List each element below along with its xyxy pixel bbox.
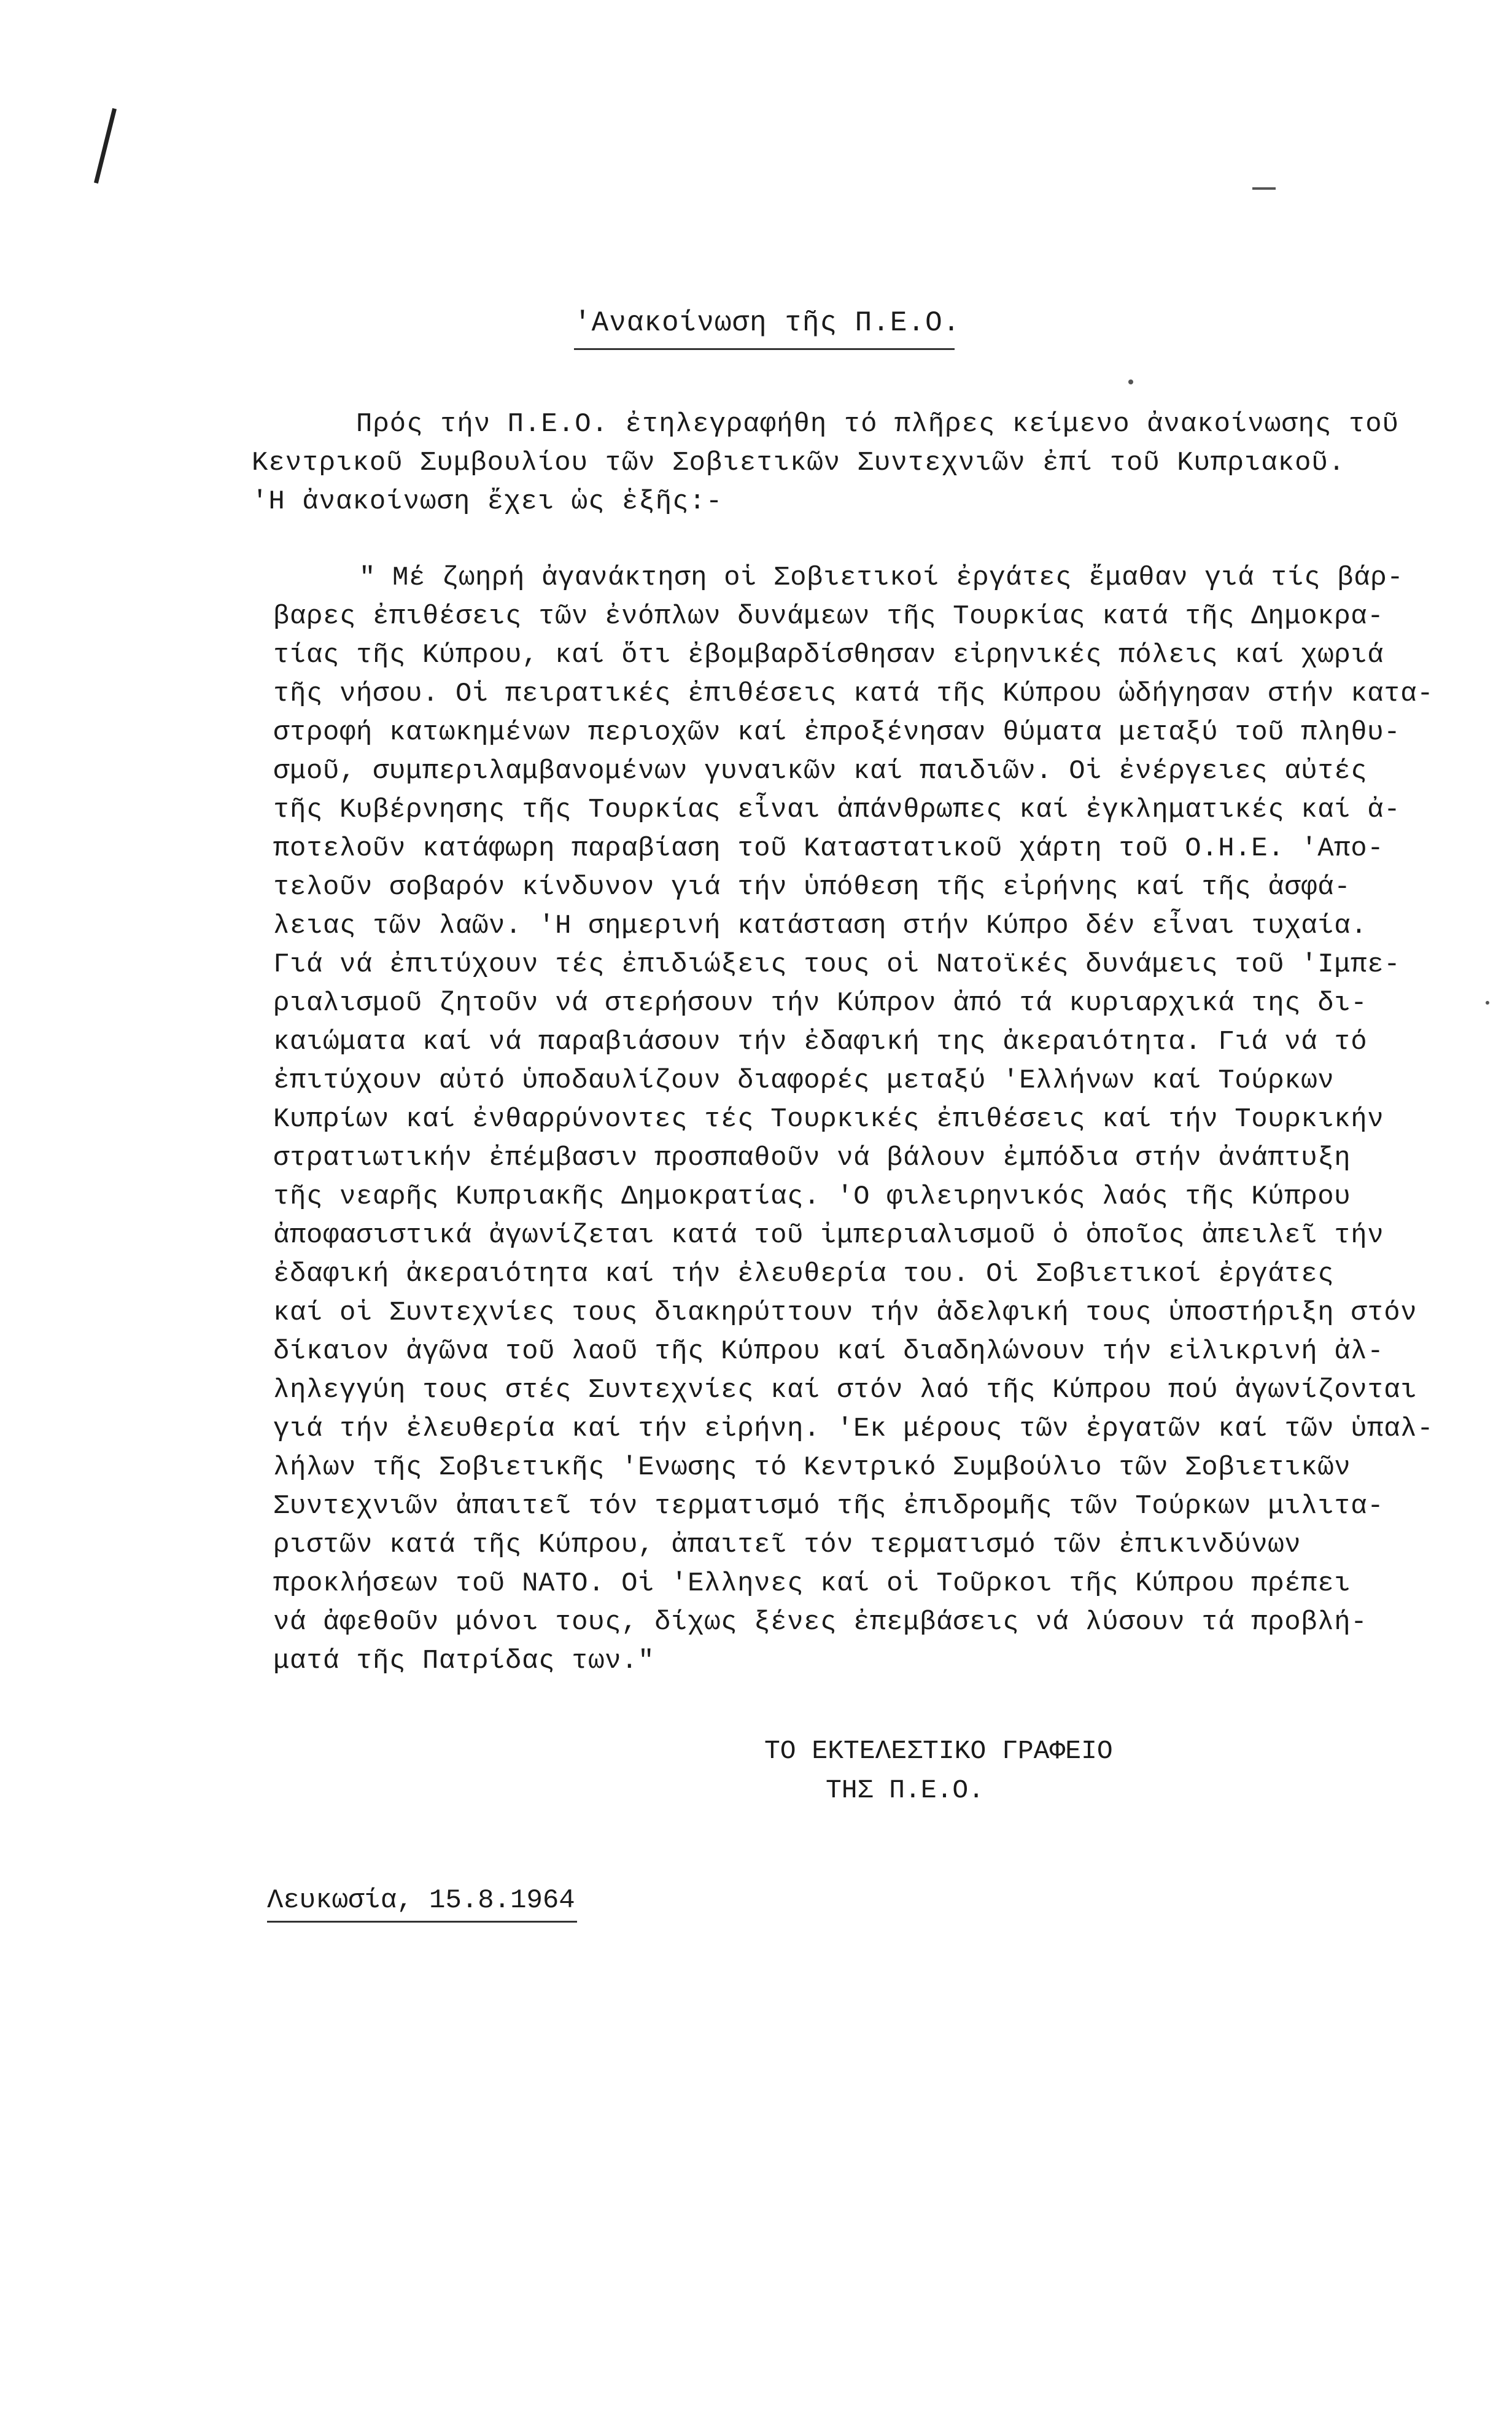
- intro-line: 'Η ἀνακοίνωση ἔχει ὡς ἑξῆς:-: [252, 486, 723, 517]
- statement-line: νά ἀφεθοῦν μόνοι τους, δίχως ξένες ἐπεμβάσεις νά λύσουν τά προβλή-: [273, 1607, 1368, 1638]
- statement-line: καί οἱ Συντεχνίες τους διακηρύττουν τήν ἀδελφική τους ὑποστήριξη στόν: [273, 1298, 1417, 1328]
- statement-line: προκλήσεων τοῦ ΝΑΤΟ. Οἱ 'Ελληνες καί οἱ Τοῦρκοι τῆς Κύπρου πρέπει: [273, 1568, 1351, 1599]
- statement-line: γιά τήν ἐλευθερία καί τήν εἰρήνη. 'Εκ μέρους τῶν ἐργατῶν καί τῶν ὑπαλ-: [273, 1414, 1434, 1444]
- statement-line: στρατιωτικήν ἐπέμβασιν προσπαθοῦν νά βάλουν ἐμπόδια στήν ἀνάπτυξη: [273, 1143, 1351, 1173]
- statement-line: Κυπρίων καί ἐνθαρρύνοντες τές Τουρκικές ἐπιθέσεις καί τήν Τουρκικήν: [273, 1104, 1384, 1135]
- statement-line: Συντεχνιῶν ἀπαιτεῖ τόν τερματισμό τῆς ἐπιδρομῆς τῶν Τούρκων μιλιτα-: [273, 1491, 1384, 1522]
- quoted-statement: [273, 559, 1434, 1681]
- statement-line: Γιά νά ἐπιτύχουν τές ἐπιδιώξεις τους οἱ Νατοϊκές δυνάμεις τοῦ 'Ιμπε-: [273, 949, 1401, 980]
- signature-line: ΤΟ ΕΚΤΕΛΕΣΤΙΚΟ ΓΡΑΦΕΙΟ: [764, 1736, 1113, 1766]
- intro-line: Πρός τήν Π.Ε.Ο. ἐτηλεγραφήθη τό πλῆρες κείμενο ἀνακοίνωσης τοῦ: [356, 409, 1400, 440]
- statement-line: ματά τῆς Πατρίδας των.": [273, 1646, 655, 1676]
- signature-block: [764, 1732, 1113, 1810]
- statement-line: τῆς νήσου. Οἱ πειρατικές ἐπιθέσεις κατά τῆς Κύπρου ὡδήγησαν στήν κατα-: [273, 679, 1434, 709]
- statement-line: καιώματα καί νά παραβιάσουν τήν ἐδαφική της ἀκεραιότητα. Γιά νά τό: [273, 1027, 1368, 1057]
- statement-line: τῆς Κυβέρνησης τῆς Τουρκίας εἶναι ἀπάνθρωπες καί ἐγκληματικές καί ἀ-: [273, 795, 1401, 825]
- statement-line: σμοῦ, συμπεριλαμβανομένων γυναικῶν καί παιδιῶν. Οἱ ἐνέργειες αὐτές: [273, 756, 1368, 787]
- statement-line: βαρες ἐπιθέσεις τῶν ἐνόπλων δυνάμεων τῆς Τουρκίας κατά τῆς Δημοκρα-: [273, 601, 1384, 632]
- statement-line: λειας τῶν λαῶν. 'Η σημερινή κατάσταση στήν Κύπρο δέν εἶναι τυχαία.: [273, 911, 1368, 941]
- date-line: Λευκωσία, 15.8.1964: [267, 1885, 575, 1916]
- page-speck: [1128, 379, 1133, 384]
- intro-paragraph: [252, 405, 1400, 521]
- date-underline: [267, 1921, 577, 1923]
- page-speck: [1486, 1001, 1489, 1005]
- statement-line: ἐδαφική ἀκεραιότητα καί τήν ἐλευθερία του. Οἱ Σοβιετικοί ἐργάτες: [273, 1259, 1335, 1290]
- page-margin-slash-mark: [94, 108, 117, 184]
- document-title: 'Ανακοίνωση τῆς Π.Ε.Ο.: [574, 307, 961, 339]
- statement-line: τῆς νεαρῆς Κυπριακῆς Δημοκρατίας. 'Ο φιλειρηνικός λαός τῆς Κύπρου: [273, 1181, 1351, 1212]
- statement-line: ποτελοῦν κατάφωρη παραβίαση τοῦ Καταστατικοῦ χάρτη τοῦ Ο.Η.Ε. 'Απο-: [273, 833, 1384, 864]
- statement-line: ριστῶν κατά τῆς Κύπρου, ἀπαιτεῖ τόν τερματισμό τῶν ἐπικινδύνων: [273, 1530, 1301, 1560]
- page-corner-dash-mark: [1252, 187, 1276, 190]
- statement-line: ριαλισμοῦ ζητοῦν νά στερήσουν τήν Κύπρον ἀπό τά κυριαρχικά της δι-: [273, 988, 1368, 1019]
- title-underline: [574, 348, 955, 350]
- statement-line: τελοῦν σοβαρόν κίνδυνον γιά τήν ὑπόθεση τῆς εἰρήνης καί τῆς ἀσφά-: [273, 872, 1351, 903]
- statement-line: ληλεγγύη τους στές Συντεχνίες καί στόν λαό τῆς Κύπρου πού ἀγωνίζονται: [273, 1375, 1417, 1406]
- statement-line: δίκαιον ἀγῶνα τοῦ λαοῦ τῆς Κύπρου καί διαδηλώνουν τήν εἰλικρινή ἀλ-: [273, 1336, 1384, 1367]
- intro-line: Κεντρικοῦ Συμβουλίου τῶν Σοβιετικῶν Συντεχνιῶν ἐπί τοῦ Κυπριακοῦ.: [252, 448, 1346, 478]
- statement-line: στροφή κατωκημένων περιοχῶν καί ἐπροξένησαν θύματα μεταξύ τοῦ πληθυ-: [273, 717, 1401, 748]
- statement-line: " Μέ ζωηρή ἀγανάκτηση οἱ Σοβιετικοί ἐργάτες ἔμαθαν γιά τίς βάρ-: [359, 562, 1404, 593]
- statement-line: ἐπιτύχουν αὐτό ὑποδαυλίζουν διαφορές μεταξύ 'Ελλήνων καί Τούρκων: [273, 1065, 1335, 1096]
- signature-line: ΤΗΣ Π.Ε.Ο.: [826, 1775, 985, 1805]
- statement-line: τίας τῆς Κύπρου, καί ὅτι ἐβομβαρδίσθησαν εἰρηνικές πόλεις καί χωριά: [273, 640, 1384, 671]
- statement-line: λήλων τῆς Σοβιετικῆς 'Ενωσης τό Κεντρικό Συμβούλιο τῶν Σοβιετικῶν: [273, 1452, 1351, 1483]
- statement-line: ἀποφασιστικά ἀγωνίζεται κατά τοῦ ἰμπεριαλισμοῦ ὁ ὁποῖος ἀπειλεῖ τήν: [273, 1220, 1384, 1251]
